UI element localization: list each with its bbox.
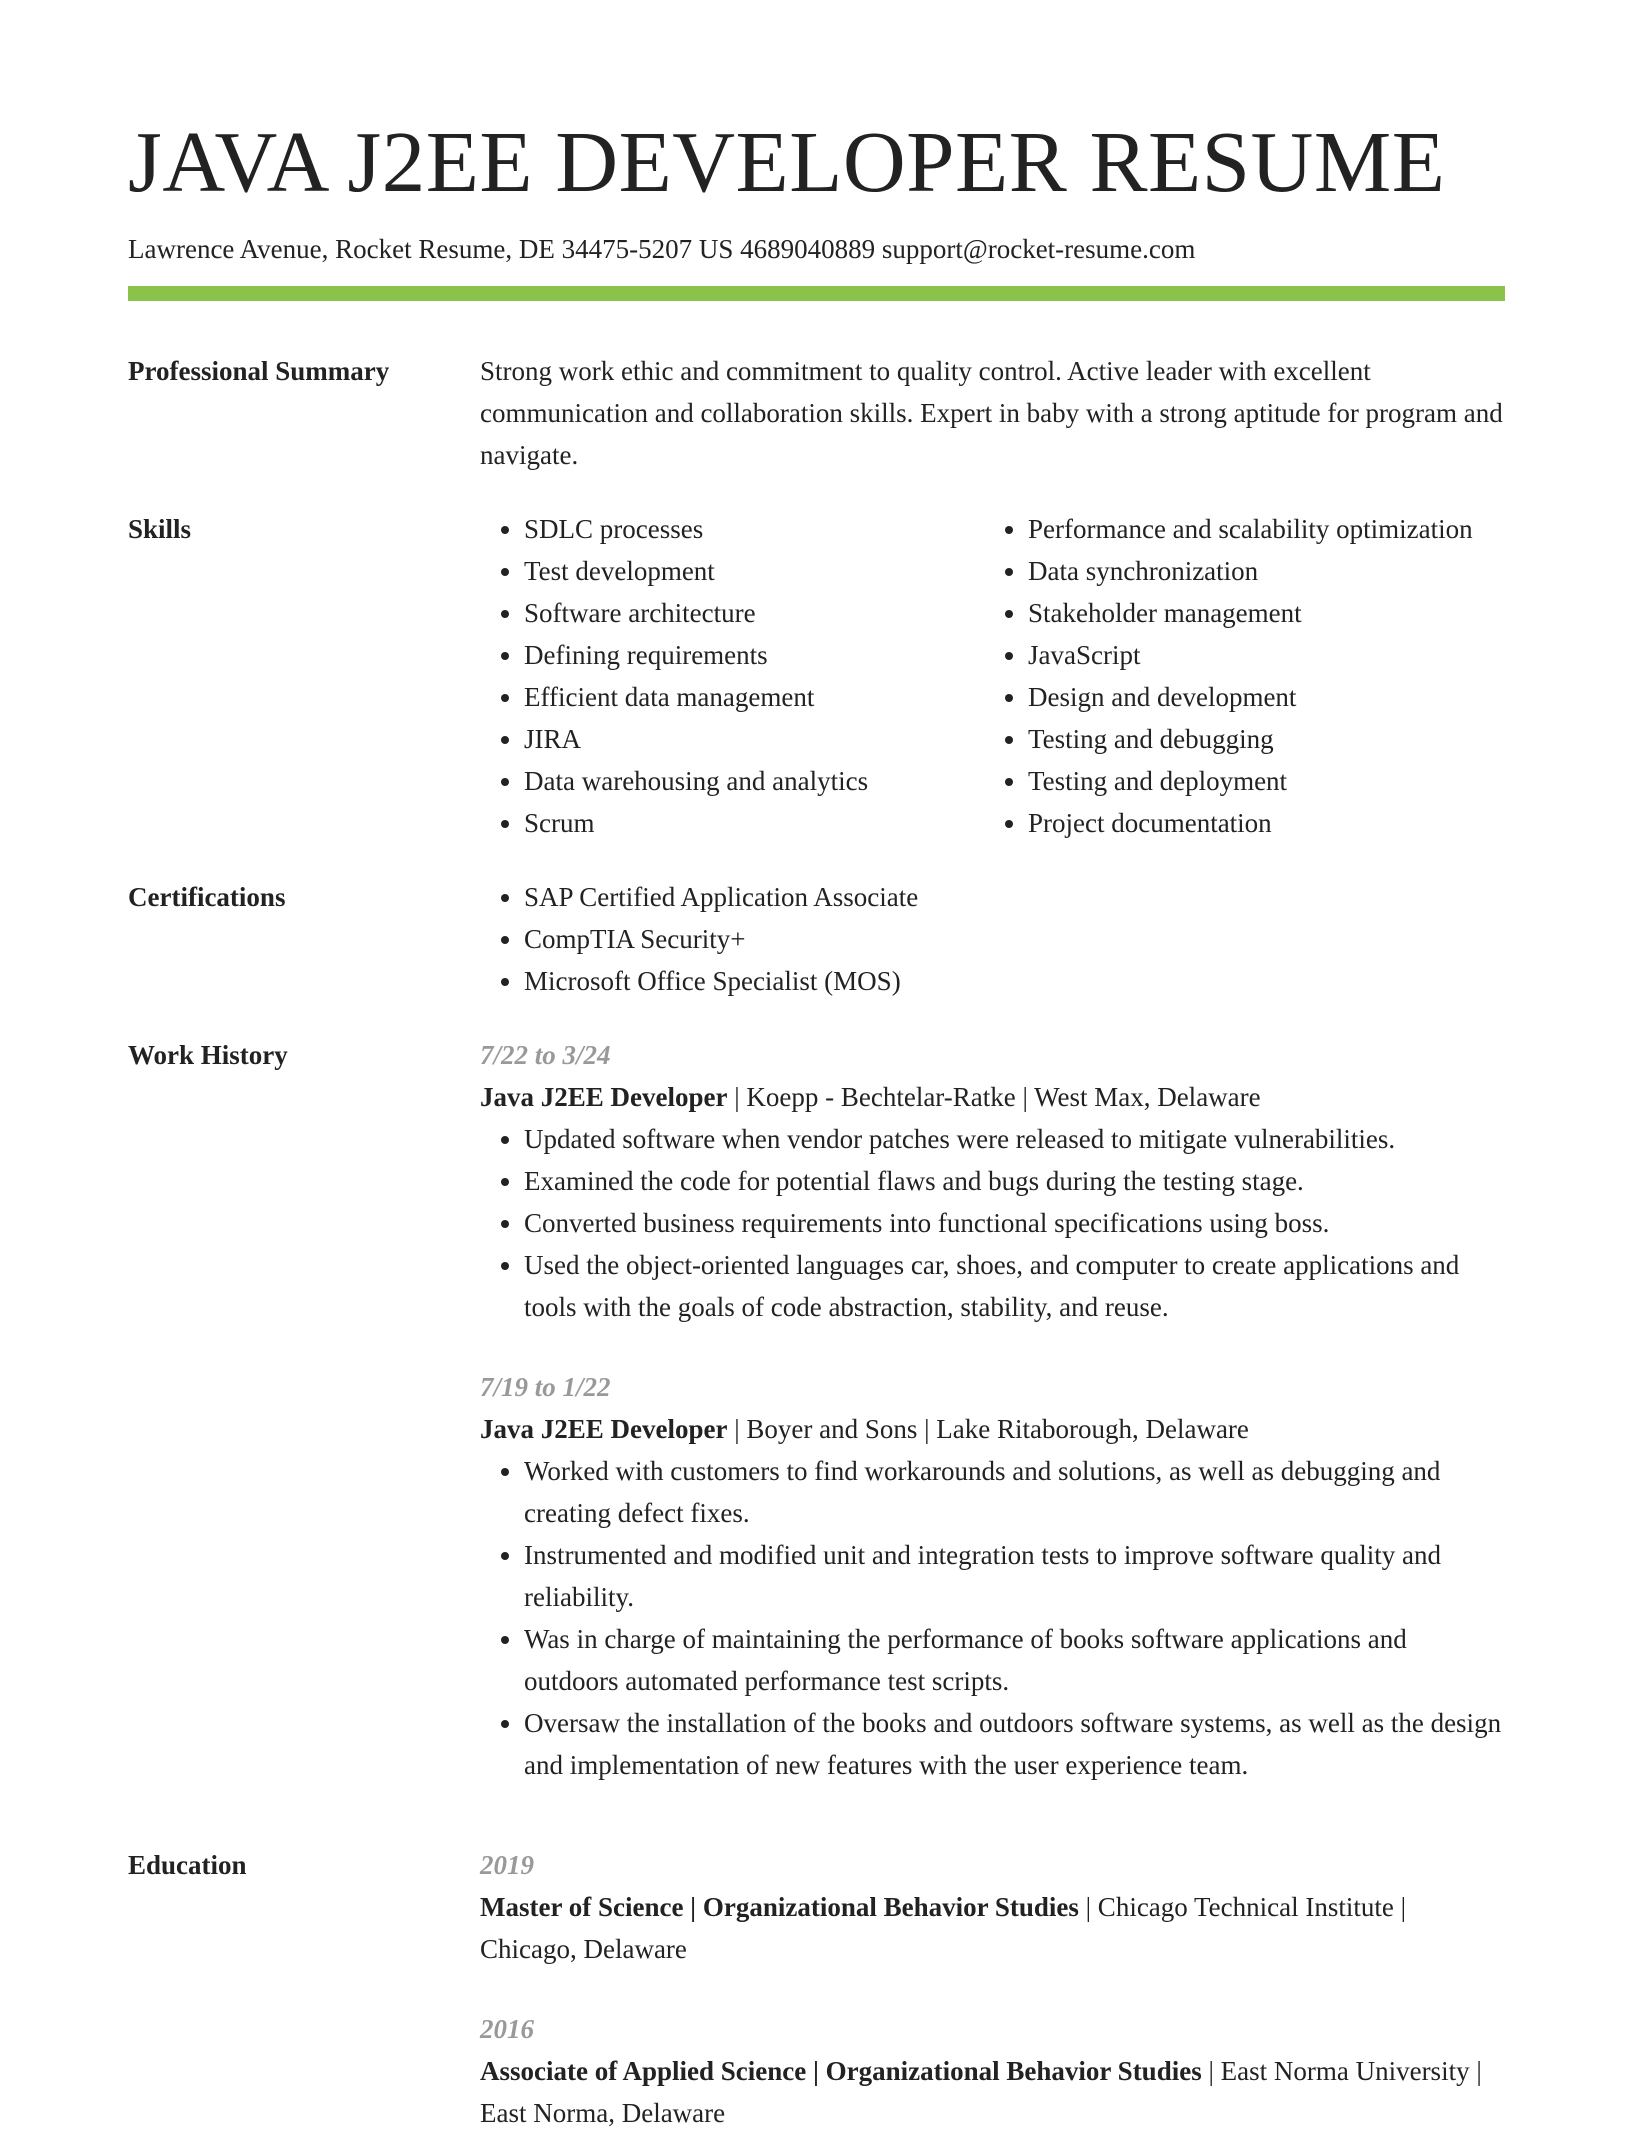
education-label: Education bbox=[128, 1850, 247, 1880]
work-entry-dates: 7/19 to 1/22 bbox=[480, 1372, 611, 1402]
work-entry bbox=[480, 1034, 1505, 1328]
work-entry-bullet: • Examined the code for potential flaws and bugs during the testing stage. bbox=[524, 1160, 1505, 1202]
certifications-label: Certifications bbox=[128, 882, 286, 912]
work-entry-role: Java J2EE Developer bbox=[480, 1082, 728, 1112]
skill-item: • Test development bbox=[524, 550, 984, 592]
skill-item: • Data synchronization bbox=[1028, 550, 1505, 592]
work-entry-bullet: • Worked with customers to find workarounds and solutions, as well as debugging and creating defect fixes. bbox=[524, 1450, 1505, 1534]
skill-item: • Efficient data management bbox=[524, 676, 984, 718]
work-entry-heading bbox=[480, 1408, 1505, 1450]
work-history-label: Work History bbox=[128, 1040, 288, 1070]
work-entry-bullet: • Oversaw the installation of the books and outdoors software systems, as well as the design and implementation of new features with the user experience team. bbox=[524, 1702, 1505, 1786]
skill-item: • Project documentation bbox=[1028, 802, 1505, 844]
skill-item: • Design and development bbox=[1028, 676, 1505, 718]
skill-item: • Scrum bbox=[524, 802, 984, 844]
work-entry-details: | Boyer and Sons | Lake Ritaborough, Delaware bbox=[727, 1414, 1249, 1444]
certification-item: • CompTIA Security+ bbox=[524, 918, 1505, 960]
skills-body bbox=[480, 508, 1505, 844]
work-entry-details: | Koepp - Bechtelar-Ratke | West Max, Delaware bbox=[727, 1082, 1261, 1112]
work-entry-dates: 7/22 to 3/24 bbox=[480, 1040, 611, 1070]
certification-item: • Microsoft Office Specialist (MOS) bbox=[524, 960, 1505, 1002]
work-entry-heading bbox=[480, 1076, 1505, 1118]
skills-label: Skills bbox=[128, 514, 192, 544]
skill-item: • Software architecture bbox=[524, 592, 984, 634]
education-year: 2019 bbox=[480, 1850, 534, 1880]
summary-body bbox=[480, 350, 1505, 476]
resume-title: JAVA J2EE DEVELOPER RESUME bbox=[128, 113, 1446, 210]
skill-item: • JIRA bbox=[524, 718, 984, 760]
work-entry-role: Java J2EE Developer bbox=[480, 1414, 728, 1444]
skills-column-1 bbox=[480, 508, 984, 844]
certification-item: • SAP Certified Application Associate bbox=[524, 876, 1505, 918]
education-heading bbox=[480, 2050, 1505, 2134]
work-entry bbox=[480, 1366, 1505, 1786]
work-entry-bullet: • Updated software when vendor patches were released to mitigate vulnerabilities. bbox=[524, 1118, 1505, 1160]
work-entry-bullet: • Converted business requirements into functional specifications using boss. bbox=[524, 1202, 1505, 1244]
education-degree: Associate of Applied Science | Organizational Behavior Studies bbox=[480, 2056, 1202, 2086]
work-entry-bullet: • Used the object-oriented languages car, shoes, and computer to create applications and tools with the goals of code abstraction, stability, and reuse. bbox=[524, 1244, 1505, 1328]
summary-label: Professional Summary bbox=[128, 356, 390, 386]
contact-line: Lawrence Avenue, Rocket Resume, DE 34475-5207 US 4689040889 support@rocket-resume.com bbox=[128, 234, 1196, 264]
skill-item: • JavaScript bbox=[1028, 634, 1505, 676]
education-entry bbox=[480, 2008, 1505, 2134]
certifications-body bbox=[480, 876, 1505, 1002]
education-details: | Chicago Technical Institute | Chicago, Delaware bbox=[480, 1892, 1406, 1964]
skill-item: • Testing and debugging bbox=[1028, 718, 1505, 760]
skill-item: • Data warehousing and analytics bbox=[524, 760, 984, 802]
work-entry-bullet: • Instrumented and modified unit and integration tests to improve software quality and reliability. bbox=[524, 1534, 1505, 1618]
skill-item: • SDLC processes bbox=[524, 508, 984, 550]
header-divider bbox=[128, 286, 1505, 301]
skill-item: • Stakeholder management bbox=[1028, 592, 1505, 634]
work-entry-bullet: • Was in charge of maintaining the performance of books software applications and outdoors automated performance test scripts. bbox=[524, 1618, 1505, 1702]
work-history-body bbox=[480, 1034, 1505, 1786]
education-degree: Master of Science | Organizational Behavior Studies bbox=[480, 1892, 1079, 1922]
education-body bbox=[480, 1844, 1505, 2134]
education-heading bbox=[480, 1886, 1505, 1970]
skill-item: • Performance and scalability optimization bbox=[1028, 508, 1505, 550]
education-year: 2016 bbox=[480, 2014, 534, 2044]
skill-item: • Defining requirements bbox=[524, 634, 984, 676]
skills-column-2 bbox=[984, 508, 1505, 844]
summary-text: Strong work ethic and commitment to quality control. Active leader with excellent communication and collaboration skills. Expert in baby with a strong aptitude for program and navigate. bbox=[480, 356, 1503, 470]
education-entry bbox=[480, 1844, 1505, 1970]
skill-item: • Testing and deployment bbox=[1028, 760, 1505, 802]
education-details: | East Norma University | East Norma, Delaware bbox=[480, 2056, 1482, 2128]
